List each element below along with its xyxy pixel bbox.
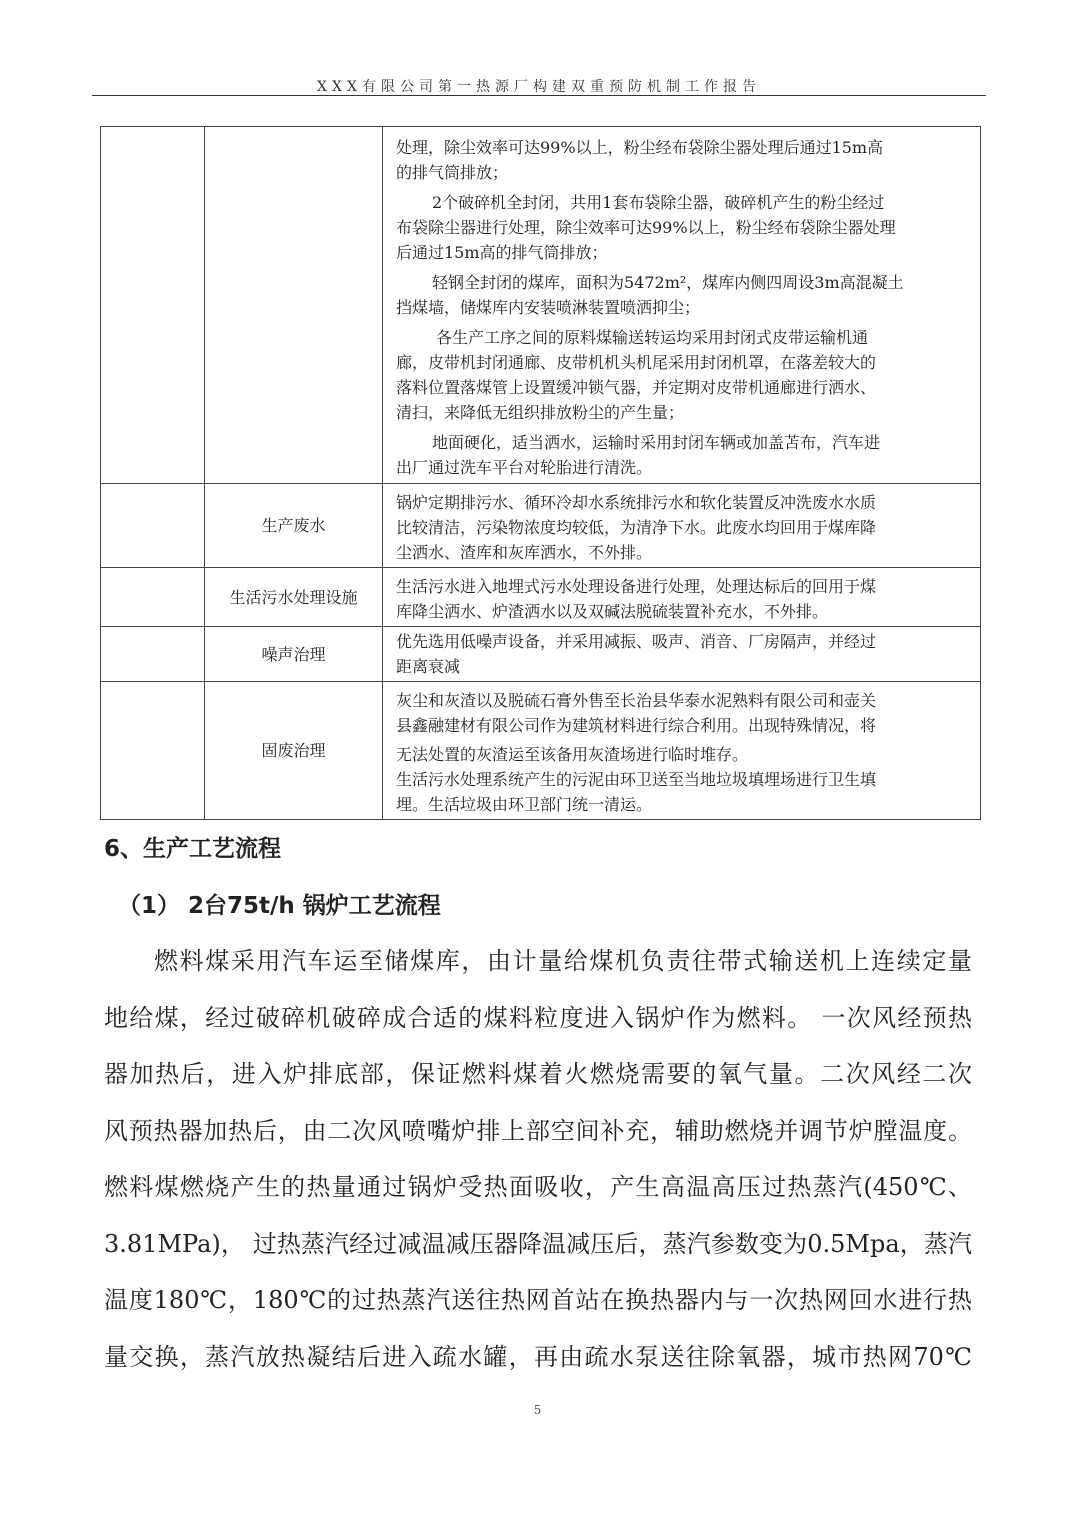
table-cell	[101, 627, 205, 682]
table-row	[101, 127, 981, 484]
table-cell	[383, 627, 981, 682]
table-cell	[383, 682, 981, 820]
cell-line: 生活污水处理系统产生的污泥由环卫送至当地垃圾填埋场进行卫生填	[396, 770, 877, 789]
cell-line: 轻钢全封闭的煤库，面积为5472m²，煤库内侧四周设3m高混凝土	[432, 273, 904, 292]
body-line: 风预热器加热后，由二次风喷嘴炉排上部空间补充，辅助燃烧并调节炉膛温度。	[104, 1116, 972, 1145]
row-label: 噪声治理	[205, 627, 383, 682]
cell-line: 比较清洁，污染物浓度均较低，为清净下水。此废水均回用于煤库降	[396, 518, 877, 537]
table-cell	[383, 568, 981, 627]
table-row	[101, 682, 981, 820]
body-line: 燃料煤采用汽车运至储煤库，由计量给煤机负责往带式输送机上连续定量	[154, 947, 972, 975]
page-header: XXX有限公司第一热源厂构建双重预防机制工作报告	[317, 79, 761, 95]
table-cell	[101, 127, 205, 484]
row-label: 固废治理	[205, 682, 383, 820]
section-heading: 6、生产工艺流程	[104, 836, 282, 862]
cell-line: 清扫，来降低无组织排放粉尘的产生量；	[396, 403, 685, 422]
cell-line: 廊，皮带机封闭通廊、皮带机机头机尾采用封闭机罩，在落差较大的	[396, 353, 877, 372]
cell-line: 生活污水进入地埋式污水处理设备进行处理，处理达标后的回用于煤	[396, 577, 877, 596]
table-cell	[101, 568, 205, 627]
cell-line: 埋。生活垃圾由环卫部门统一清运。	[396, 795, 653, 814]
table-cell	[383, 484, 981, 568]
cell-line: 后通过15m高的排气筒排放；	[396, 243, 608, 262]
body-line: 量交换，蒸汽放热凝结后进入疏水罐，再由疏水泵送往除氧器，城市热网70℃	[104, 1342, 972, 1371]
body-line: 温度180℃，180℃的过热蒸汽送往热网首站在换热器内与一次热网回水进行热	[104, 1286, 972, 1314]
cell-line: 尘洒水、渣库和灰库洒水，不外排。	[396, 543, 653, 562]
body-line: 地给煤，经过破碎机破碎成合适的煤料粒度进入锅炉作为燃料。 一次风经预热	[104, 1003, 972, 1032]
row-label: 生产废水	[205, 484, 383, 568]
cell-line: 落料位置落煤管上设置缓冲锁气器，并定期对皮带机通廊进行洒水、	[396, 378, 877, 397]
cell-line: 出厂通过洗车平台对轮胎进行清洗。	[396, 458, 653, 477]
sub-heading: （1） 2台75t/h 锅炉工艺流程	[118, 893, 441, 919]
table-row	[101, 484, 981, 568]
cell-line: 无法处置的灰渣运至该备用灰渣场进行临时堆存。	[396, 745, 749, 764]
cell-line: 2个破碎机全封闭，共用1套布袋除尘器，破碎机产生的粉尘经过	[432, 193, 885, 212]
cell-line: 的排气筒排放；	[396, 163, 509, 182]
cell-line: 县鑫融建材有限公司作为建筑材料进行综合利用。出现特殊情况，将	[396, 716, 877, 735]
table-row	[101, 568, 981, 627]
body-line: 器加热后，进入炉排底部，保证燃料煤着火燃烧需要的氧气量。二次风经二次	[104, 1060, 972, 1088]
cell-line: 各生产工序之间的原料煤输送转运均采用封闭式皮带运输机通	[436, 328, 869, 347]
cell-line: 锅炉定期排污水、循环冷却水系统排污水和软化装置反冲洗废水水质	[396, 493, 877, 512]
cell-line: 库降尘洒水、炉渣洒水以及双碱法脱硫装置补充水，不外排。	[396, 602, 829, 621]
cell-line: 优先选用低噪声设备，并采用减振、吸声、消音、厂房隔声，并经过	[396, 632, 877, 651]
header-divider	[92, 95, 986, 96]
cell-line: 地面硬化，适当洒水，运输时采用封闭车辆或加盖苫布，汽车进	[432, 433, 881, 452]
cell-line: 灰尘和灰渣以及脱硫石膏外售至长治县华泰水泥熟料有限公司和壶关	[396, 691, 877, 710]
table-cell	[101, 484, 205, 568]
body-line: 3.81MPa)， 过热蒸汽经过减温减压器降温减压后，蒸汽参数变为0.5Mpa，蒸汽	[104, 1229, 972, 1258]
cell-line: 距离衰减	[396, 657, 461, 676]
cell-line: 处理，除尘效率可达99%以上，粉尘经布袋除尘器处理后通过15m高	[396, 138, 884, 157]
cell-line: 布袋除尘器进行处理，除尘效率可达99%以上，粉尘经布袋除尘器处理	[396, 218, 896, 237]
body-paragraph	[104, 943, 972, 1395]
table-cell	[101, 682, 205, 820]
table-cell	[383, 127, 981, 484]
table-cell	[205, 127, 383, 484]
row-label: 生活污水处理设施	[205, 568, 383, 627]
measures-table	[100, 126, 981, 820]
cell-line: 挡煤墙，储煤库内安装喷淋装置喷洒抑尘；	[396, 298, 701, 317]
body-line: 燃料煤燃烧产生的热量通过锅炉受热面吸收，产生高温高压过热蒸汽(450℃、	[104, 1173, 972, 1201]
table-row	[101, 627, 981, 682]
page-number: 5	[533, 1403, 542, 1417]
